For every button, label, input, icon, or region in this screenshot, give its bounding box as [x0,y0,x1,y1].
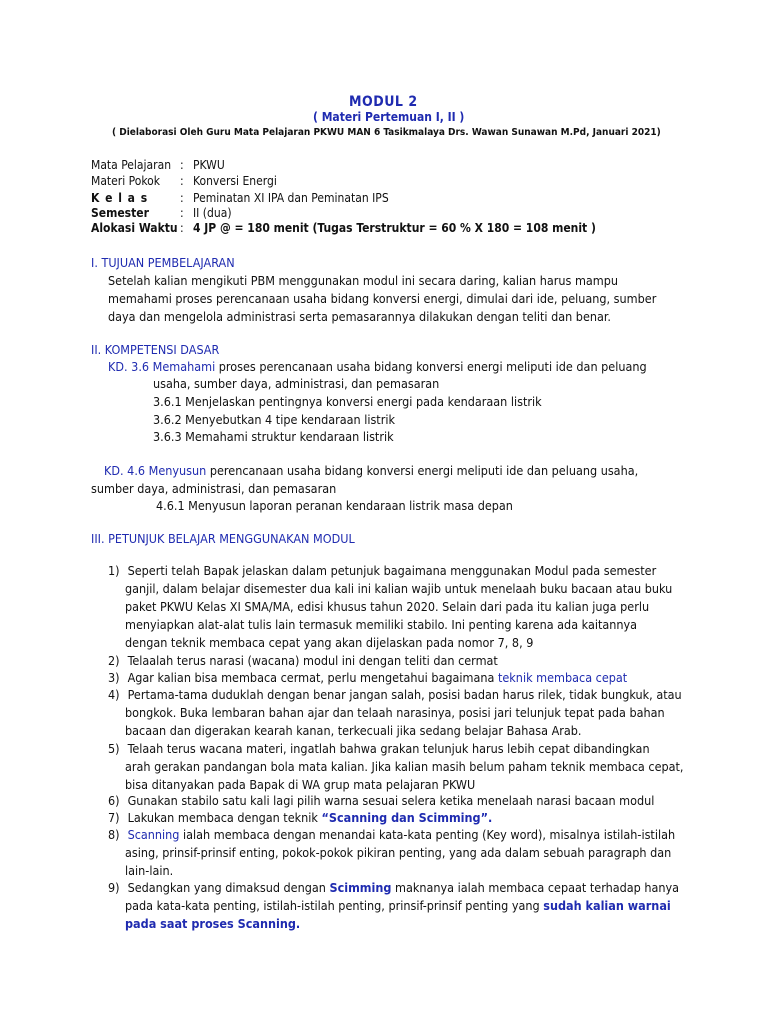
kd-text: perencanaan usaha bidang konversi energi meliputi ide dan peluang usaha, [206,463,639,478]
section-heading-tujuan: I. TUJUAN PEMBELAJARAN [91,255,235,270]
kd-verb: Memahami [152,359,216,374]
meta-row [0,206,768,222]
list-number: 5) [108,741,120,756]
indicator-item: 3.6.3 Memahami struktur kendaraan listrik [153,429,394,444]
meta-value: Konversi Energi [193,174,277,188]
indicator-item: 3.6.1 Menjelaskan pentingnya konversi energi pada kendaraan listrik [153,394,542,409]
meta-label: Semester [91,206,149,220]
meta-colon: : [180,221,184,235]
highlight-text: teknik membaca cepat [497,670,628,685]
highlight-text: pada saat proses Scanning. [125,916,301,931]
list-line: Gunakan stabilo satu kali lagi pilih warna sesuai selera ketika menelaah narasi bacaan modul [127,793,655,808]
kd-46 [104,462,638,480]
list-item [108,652,498,670]
kd-line: usaha, sumber daya, administrasi, dan pemasaran [153,376,440,391]
list-number: 7) [108,810,120,825]
kd-text: proses perencanaan usaha bidang konversi energi meliputi ide dan peluang [215,359,647,374]
list-line: bacaan dan digerakan kearah kanan, terkecuali jika sedang belajar Bahasa Arab. [125,723,582,738]
meta-row [0,174,768,190]
meta-label: Materi Pokok [91,174,161,188]
list-line: ialah membaca dengan menandai kata-kata penting (Key word), misalnya istilah-istilah [179,827,676,842]
meta-row [0,158,768,174]
list-item [108,740,684,794]
meta-row [0,221,768,237]
list-line: maknanya ialah membaca cepaat terhadap hanya [391,880,680,895]
section-paragraph [108,272,656,326]
meta-row [0,191,768,207]
document-credit: ( Dielaborasi Oleh Guru Mata Pelajaran PKWU MAN 6 Tasikmalaya Drs. Wawan Sunawan M.Pd, Januari 2021) [112,127,661,138]
list-line: paket PKWU Kelas XI SMA/MA, edisi khusus tahun 2020. Selain dari pada itu kalian juga perlu [125,599,650,614]
highlight-text: Scimming [329,880,392,895]
list-line: bisa ditanyakan pada Bapak di WA grup mata pelajaran PKWU [125,777,476,792]
list-item [108,686,682,740]
meta-value: PKWU [193,158,225,172]
list-line: Telaah terus wacana materi, ingatlah bahwa grakan telunjuk harus lebih cepat dibandingkan [127,741,650,756]
list-line: lain-lain. [125,863,174,878]
paragraph-line: Setelah kalian mengikuti PBM menggunakan modul ini secara daring, kalian harus mampu [108,273,619,288]
list-line: Agar kalian bisa membaca cermat, perlu mengetahui bagaimana [127,670,498,685]
document-title: MODUL 2 [349,94,418,110]
list-line: asing, prinsif-prinsif enting, pokok-pokok pikiran penting, yang ada dalam sebuah paragraph dan [125,845,672,860]
kd-label: KD. 4.6 [104,463,146,478]
list-line: Lakukan membaca dengan teknik [127,810,322,825]
list-number: 2) [108,653,120,668]
list-item [108,879,679,933]
list-number: 9) [108,880,120,895]
meta-label: K e l a s [91,191,149,205]
list-number: 8) [108,827,120,842]
list-number: 6) [108,793,120,808]
list-item [108,562,672,652]
kd-label: KD. 3.6 [108,359,150,374]
list-line: dengan teknik membaca cepat yang akan dijelaskan pada nomor 7, 8, 9 [125,635,534,650]
meta-value: 4 JP @ = 180 menit (Tugas Terstruktur = 60 % X 180 = 108 menit ) [193,221,596,235]
list-item [108,809,492,827]
highlight-text: “Scanning dan Scimming”. [321,810,493,825]
kd-line: sumber daya, administrasi, dan pemasaran [91,481,337,496]
list-line: pada kata-kata penting, istilah-istilah penting, prinsif-prinsif penting yang [125,898,544,913]
list-line: ganjil, dalam belajar disemester dua kali ini kalian wajib untuk menelaah buku bacaan atau buku [125,581,673,596]
section-heading-petunjuk: III. PETUNJUK BELAJAR MENGGUNAKAN MODUL [91,531,355,546]
kd-36 [108,358,647,376]
list-item [108,826,675,880]
meta-colon: : [180,158,184,172]
list-line: bongkok. Buka lembaran bahan ajar dan telaah narasinya, posisi jari telunjuk tepat pada bahan [125,705,665,720]
list-line: Pertama-tama duduklah dengan benar jangan salah, posisi badan harus rilek, tidak bungkuk, atau [127,687,682,702]
list-line: Seperti telah Bapak jelaskan dalam petunjuk bagaimana menggunakan Modul pada semester [127,563,657,578]
kd-verb: Menyusun [148,463,207,478]
document-subtitle: ( Materi Pertemuan I, II ) [313,110,465,124]
list-line: Sedangkan yang dimaksud dengan [127,880,330,895]
meta-colon: : [180,206,184,220]
meta-value: Peminatan XI IPA dan Peminatan IPS [193,191,389,205]
section-heading-kompetensi: II. KOMPETENSI DASAR [91,342,220,357]
list-line: arah gerakan pandangan bola mata kalian. Jika kalian masih belum paham teknik membaca cepat, [125,759,684,774]
indicator-item: 4.6.1 Menyusun laporan peranan kendaraan listrik masa depan [156,498,513,513]
list-number: 1) [108,563,120,578]
meta-colon: : [180,191,184,205]
list-item [108,792,654,810]
highlight-text: Scanning [127,827,180,842]
meta-label: Mata Pelajaran [91,158,172,172]
list-line: Telaalah terus narasi (wacana) modul ini dengan teliti dan cermat [127,653,498,668]
indicator-item: 3.6.2 Menyebutkan 4 tipe kendaraan listrik [153,412,395,427]
paragraph-line: daya dan mengelola administrasi serta pemasarannya dilakukan dengan teliti dan benar. [108,309,611,324]
meta-label: Alokasi Waktu [91,221,178,235]
meta-colon: : [180,174,184,188]
highlight-text: sudah kalian warnai [543,898,671,913]
list-line: menyiapkan alat-alat tulis lain termasuk memiliki stabilo. Ini penting karena ada kaitannya [125,617,638,632]
paragraph-line: memahami proses perencanaan usaha bidang konversi energi, dimulai dari ide, peluang, sumber [108,291,657,306]
list-number: 4) [108,687,120,702]
list-number: 3) [108,670,120,685]
list-item [108,669,627,687]
meta-value: II (dua) [193,206,232,220]
